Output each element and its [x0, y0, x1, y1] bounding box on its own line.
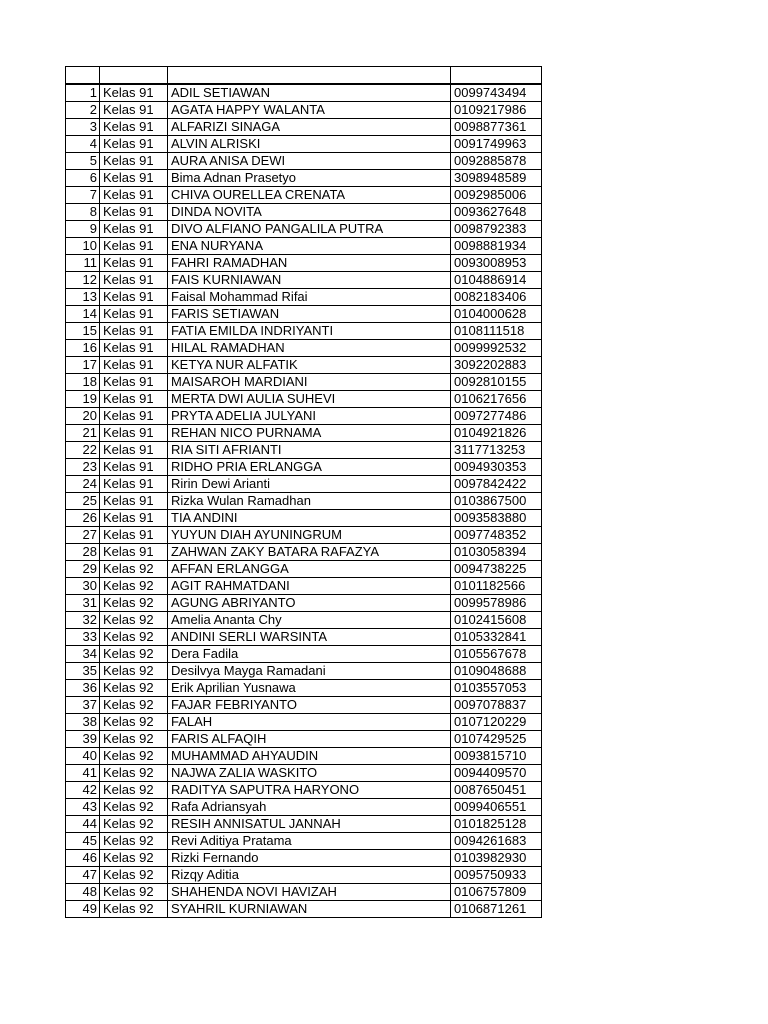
row-number-cell: 47 — [66, 866, 100, 883]
row-number-cell: 5 — [66, 152, 100, 169]
row-number-cell: 4 — [66, 135, 100, 152]
table-row — [66, 492, 542, 509]
row-number-cell: 34 — [66, 645, 100, 662]
student-id-cell: 0107120229 — [451, 713, 542, 730]
row-number-cell: 23 — [66, 458, 100, 475]
row-number-cell: 12 — [66, 271, 100, 288]
table-row — [66, 543, 542, 560]
row-number-cell: 22 — [66, 441, 100, 458]
class-cell: Kelas 91 — [100, 356, 168, 373]
class-cell: Kelas 91 — [100, 152, 168, 169]
row-number-cell: 48 — [66, 883, 100, 900]
student-id-cell: 0095750933 — [451, 866, 542, 883]
table-row — [66, 611, 542, 628]
student-id-cell: 0106217656 — [451, 390, 542, 407]
student-id-cell: 0098877361 — [451, 118, 542, 135]
class-cell: Kelas 91 — [100, 118, 168, 135]
class-cell: Kelas 91 — [100, 475, 168, 492]
class-cell: Kelas 92 — [100, 883, 168, 900]
row-number-cell: 31 — [66, 594, 100, 611]
student-name-cell: RIDHO PRIA ERLANGGA — [168, 458, 451, 475]
row-number-cell: 40 — [66, 747, 100, 764]
table-row — [66, 339, 542, 356]
student-name-cell: FAJAR FEBRIYANTO — [168, 696, 451, 713]
class-cell: Kelas 91 — [100, 458, 168, 475]
header-cell-id — [451, 67, 542, 84]
student-name-cell: ALFARIZI SINAGA — [168, 118, 451, 135]
table-row — [66, 883, 542, 900]
student-id-cell: 3098948589 — [451, 169, 542, 186]
student-name-cell: ANDINI SERLI WARSINTA — [168, 628, 451, 645]
table-row — [66, 254, 542, 271]
row-number-cell: 13 — [66, 288, 100, 305]
student-name-cell: YUYUN DIAH AYUNINGRUM — [168, 526, 451, 543]
table-row — [66, 101, 542, 118]
class-cell: Kelas 91 — [100, 237, 168, 254]
student-id-cell: 0099578986 — [451, 594, 542, 611]
table-row — [66, 866, 542, 883]
student-name-cell: KETYA NUR ALFATIK — [168, 356, 451, 373]
class-cell: Kelas 91 — [100, 101, 168, 118]
class-cell: Kelas 91 — [100, 526, 168, 543]
class-cell: Kelas 91 — [100, 84, 168, 102]
row-number-cell: 42 — [66, 781, 100, 798]
table-row — [66, 645, 542, 662]
table-row — [66, 679, 542, 696]
student-name-cell: AGUNG ABRIYANTO — [168, 594, 451, 611]
student-id-cell: 3092202883 — [451, 356, 542, 373]
student-name-cell: Bima Adnan Prasetyo — [168, 169, 451, 186]
student-id-cell: 0091749963 — [451, 135, 542, 152]
class-cell: Kelas 91 — [100, 254, 168, 271]
row-number-cell: 41 — [66, 764, 100, 781]
class-cell: Kelas 92 — [100, 815, 168, 832]
student-name-cell: ENA NURYANA — [168, 237, 451, 254]
row-number-cell: 16 — [66, 339, 100, 356]
student-name-cell: FATIA EMILDA INDRIYANTI — [168, 322, 451, 339]
student-name-cell: Dera Fadila — [168, 645, 451, 662]
row-number-cell: 37 — [66, 696, 100, 713]
student-table — [65, 66, 542, 918]
class-cell: Kelas 91 — [100, 492, 168, 509]
table-row — [66, 186, 542, 203]
class-cell: Kelas 92 — [100, 713, 168, 730]
class-cell: Kelas 92 — [100, 594, 168, 611]
student-name-cell: CHIVA OURELLEA CRENATA — [168, 186, 451, 203]
student-name-cell: AURA ANISA DEWI — [168, 152, 451, 169]
row-number-cell: 46 — [66, 849, 100, 866]
class-cell: Kelas 91 — [100, 407, 168, 424]
row-number-cell: 43 — [66, 798, 100, 815]
student-id-cell: 0102415608 — [451, 611, 542, 628]
class-cell: Kelas 91 — [100, 322, 168, 339]
table-row — [66, 84, 542, 102]
student-id-cell: 3117713253 — [451, 441, 542, 458]
class-cell: Kelas 92 — [100, 781, 168, 798]
student-id-cell: 0097277486 — [451, 407, 542, 424]
row-number-cell: 9 — [66, 220, 100, 237]
class-cell: Kelas 92 — [100, 900, 168, 917]
row-number-cell: 49 — [66, 900, 100, 917]
row-number-cell: 8 — [66, 203, 100, 220]
table-row — [66, 322, 542, 339]
student-id-cell: 0094261683 — [451, 832, 542, 849]
student-id-cell: 0103058394 — [451, 543, 542, 560]
class-cell: Kelas 92 — [100, 764, 168, 781]
student-id-cell: 0104921826 — [451, 424, 542, 441]
student-name-cell: AGATA HAPPY WALANTA — [168, 101, 451, 118]
table-row — [66, 458, 542, 475]
row-number-cell: 29 — [66, 560, 100, 577]
student-id-cell: 0098881934 — [451, 237, 542, 254]
student-table-body — [66, 67, 542, 918]
class-cell: Kelas 92 — [100, 628, 168, 645]
student-id-cell: 0101182566 — [451, 577, 542, 594]
class-cell: Kelas 91 — [100, 373, 168, 390]
student-id-cell: 0106871261 — [451, 900, 542, 917]
row-number-cell: 3 — [66, 118, 100, 135]
row-number-cell: 39 — [66, 730, 100, 747]
student-id-cell: 0092810155 — [451, 373, 542, 390]
student-name-cell: DINDA NOVITA — [168, 203, 451, 220]
row-number-cell: 25 — [66, 492, 100, 509]
student-id-cell: 0103982930 — [451, 849, 542, 866]
table-row — [66, 781, 542, 798]
student-name-cell: RADITYA SAPUTRA HARYONO — [168, 781, 451, 798]
table-row — [66, 203, 542, 220]
class-cell: Kelas 91 — [100, 339, 168, 356]
student-id-cell: 0099992532 — [451, 339, 542, 356]
class-cell: Kelas 91 — [100, 169, 168, 186]
row-number-cell: 36 — [66, 679, 100, 696]
student-id-cell: 0106757809 — [451, 883, 542, 900]
student-id-cell: 0093815710 — [451, 747, 542, 764]
table-row — [66, 747, 542, 764]
student-name-cell: Revi Aditiya Pratama — [168, 832, 451, 849]
student-id-cell: 0109048688 — [451, 662, 542, 679]
student-name-cell: Rizka Wulan Ramadhan — [168, 492, 451, 509]
student-name-cell: FAIS KURNIAWAN — [168, 271, 451, 288]
student-name-cell: SHAHENDA NOVI HAVIZAH — [168, 883, 451, 900]
row-number-cell: 18 — [66, 373, 100, 390]
class-cell: Kelas 91 — [100, 441, 168, 458]
student-name-cell: Erik Aprilian Yusnawa — [168, 679, 451, 696]
student-name-cell: TIA ANDINI — [168, 509, 451, 526]
class-cell: Kelas 92 — [100, 832, 168, 849]
row-number-cell: 21 — [66, 424, 100, 441]
student-name-cell: ZAHWAN ZAKY BATARA RAFAZYA — [168, 543, 451, 560]
class-cell: Kelas 92 — [100, 849, 168, 866]
table-row — [66, 815, 542, 832]
table-row — [66, 764, 542, 781]
class-cell: Kelas 91 — [100, 305, 168, 322]
header-cell-class — [100, 67, 168, 84]
student-name-cell: Ririn Dewi Arianti — [168, 475, 451, 492]
table-row — [66, 390, 542, 407]
table-row — [66, 118, 542, 135]
table-row — [66, 696, 542, 713]
table-row — [66, 900, 542, 917]
student-id-cell: 0104000628 — [451, 305, 542, 322]
row-number-cell: 17 — [66, 356, 100, 373]
row-number-cell: 20 — [66, 407, 100, 424]
student-id-cell: 0108111518 — [451, 322, 542, 339]
student-id-cell: 0093627648 — [451, 203, 542, 220]
table-row — [66, 713, 542, 730]
student-name-cell: RIA SITI AFRIANTI — [168, 441, 451, 458]
table-row — [66, 373, 542, 390]
row-number-cell: 19 — [66, 390, 100, 407]
row-number-cell: 1 — [66, 84, 100, 102]
table-row — [66, 441, 542, 458]
class-cell: Kelas 92 — [100, 662, 168, 679]
row-number-cell: 44 — [66, 815, 100, 832]
table-row — [66, 237, 542, 254]
class-cell: Kelas 91 — [100, 203, 168, 220]
student-name-cell: FARIS ALFAQIH — [168, 730, 451, 747]
table-row — [66, 424, 542, 441]
table-row — [66, 849, 542, 866]
student-id-cell: 0094930353 — [451, 458, 542, 475]
student-id-cell: 0082183406 — [451, 288, 542, 305]
student-id-cell: 0097842422 — [451, 475, 542, 492]
row-number-cell: 10 — [66, 237, 100, 254]
student-id-cell: 0101825128 — [451, 815, 542, 832]
table-row — [66, 475, 542, 492]
student-id-cell: 0105332841 — [451, 628, 542, 645]
row-number-cell: 2 — [66, 101, 100, 118]
student-id-cell: 0093583880 — [451, 509, 542, 526]
table-row — [66, 662, 542, 679]
class-cell: Kelas 92 — [100, 577, 168, 594]
header-cell-no — [66, 67, 100, 84]
header-row — [66, 67, 542, 84]
class-cell: Kelas 92 — [100, 560, 168, 577]
student-id-cell: 0093008953 — [451, 254, 542, 271]
student-name-cell: FARIS SETIAWAN — [168, 305, 451, 322]
table-row — [66, 271, 542, 288]
student-id-cell: 0109217986 — [451, 101, 542, 118]
student-name-cell: REHAN NICO PURNAMA — [168, 424, 451, 441]
class-cell: Kelas 92 — [100, 747, 168, 764]
row-number-cell: 27 — [66, 526, 100, 543]
student-id-cell: 0092985006 — [451, 186, 542, 203]
class-cell: Kelas 92 — [100, 798, 168, 815]
table-row — [66, 407, 542, 424]
class-cell: Kelas 92 — [100, 645, 168, 662]
row-number-cell: 32 — [66, 611, 100, 628]
class-cell: Kelas 91 — [100, 271, 168, 288]
table-row — [66, 798, 542, 815]
class-cell: Kelas 91 — [100, 543, 168, 560]
row-number-cell: 24 — [66, 475, 100, 492]
row-number-cell: 38 — [66, 713, 100, 730]
class-cell: Kelas 91 — [100, 390, 168, 407]
student-name-cell: PRYTA ADELIA JULYANI — [168, 407, 451, 424]
student-name-cell: Rizki Fernando — [168, 849, 451, 866]
class-cell: Kelas 92 — [100, 866, 168, 883]
class-cell: Kelas 91 — [100, 220, 168, 237]
row-number-cell: 7 — [66, 186, 100, 203]
student-id-cell: 0104886914 — [451, 271, 542, 288]
table-row — [66, 560, 542, 577]
student-name-cell: Rizqy Aditia — [168, 866, 451, 883]
class-cell: Kelas 91 — [100, 186, 168, 203]
student-name-cell: RESIH ANNISATUL JANNAH — [168, 815, 451, 832]
table-row — [66, 594, 542, 611]
class-cell: Kelas 92 — [100, 679, 168, 696]
table-row — [66, 628, 542, 645]
table-row — [66, 526, 542, 543]
student-id-cell: 0094738225 — [451, 560, 542, 577]
row-number-cell: 33 — [66, 628, 100, 645]
student-name-cell: MERTA DWI AULIA SUHEVI — [168, 390, 451, 407]
row-number-cell: 15 — [66, 322, 100, 339]
student-id-cell: 0092885878 — [451, 152, 542, 169]
table-row — [66, 152, 542, 169]
student-name-cell: Faisal Mohammad Rifai — [168, 288, 451, 305]
header-cell-name — [168, 67, 451, 84]
class-cell: Kelas 91 — [100, 288, 168, 305]
student-name-cell: Amelia Ananta Chy — [168, 611, 451, 628]
row-number-cell: 6 — [66, 169, 100, 186]
student-id-cell: 0097748352 — [451, 526, 542, 543]
student-id-cell: 0103557053 — [451, 679, 542, 696]
class-cell: Kelas 91 — [100, 424, 168, 441]
student-id-cell: 0107429525 — [451, 730, 542, 747]
student-id-cell: 0103867500 — [451, 492, 542, 509]
student-name-cell: FALAH — [168, 713, 451, 730]
table-row — [66, 832, 542, 849]
table-row — [66, 288, 542, 305]
table-row — [66, 356, 542, 373]
table-row — [66, 577, 542, 594]
student-id-cell: 0099743494 — [451, 84, 542, 102]
student-name-cell: Desilvya Mayga Ramadani — [168, 662, 451, 679]
table-row — [66, 135, 542, 152]
student-name-cell: ADIL SETIAWAN — [168, 84, 451, 102]
table-row — [66, 169, 542, 186]
student-name-cell: NAJWA ZALIA WASKITO — [168, 764, 451, 781]
student-id-cell: 0094409570 — [451, 764, 542, 781]
table-row — [66, 730, 542, 747]
class-cell: Kelas 92 — [100, 730, 168, 747]
row-number-cell: 35 — [66, 662, 100, 679]
row-number-cell: 30 — [66, 577, 100, 594]
class-cell: Kelas 92 — [100, 611, 168, 628]
student-id-cell: 0099406551 — [451, 798, 542, 815]
class-cell: Kelas 91 — [100, 509, 168, 526]
class-cell: Kelas 91 — [100, 135, 168, 152]
table-row — [66, 305, 542, 322]
table-row — [66, 220, 542, 237]
row-number-cell: 14 — [66, 305, 100, 322]
student-name-cell: ALVIN ALRISKI — [168, 135, 451, 152]
student-name-cell: Rafa Adriansyah — [168, 798, 451, 815]
student-name-cell: MAISAROH MARDIANI — [168, 373, 451, 390]
table-row — [66, 509, 542, 526]
student-name-cell: HILAL RAMADHAN — [168, 339, 451, 356]
row-number-cell: 45 — [66, 832, 100, 849]
student-id-cell: 0105567678 — [451, 645, 542, 662]
student-name-cell: AGIT RAHMATDANI — [168, 577, 451, 594]
row-number-cell: 28 — [66, 543, 100, 560]
student-id-cell: 0087650451 — [451, 781, 542, 798]
student-name-cell: MUHAMMAD AHYAUDIN — [168, 747, 451, 764]
student-name-cell: DIVO ALFIANO PANGALILA PUTRA — [168, 220, 451, 237]
student-name-cell: AFFAN ERLANGGA — [168, 560, 451, 577]
student-id-cell: 0098792383 — [451, 220, 542, 237]
student-name-cell: SYAHRIL KURNIAWAN — [168, 900, 451, 917]
class-cell: Kelas 92 — [100, 696, 168, 713]
row-number-cell: 26 — [66, 509, 100, 526]
student-name-cell: FAHRI RAMADHAN — [168, 254, 451, 271]
row-number-cell: 11 — [66, 254, 100, 271]
student-id-cell: 0097078837 — [451, 696, 542, 713]
